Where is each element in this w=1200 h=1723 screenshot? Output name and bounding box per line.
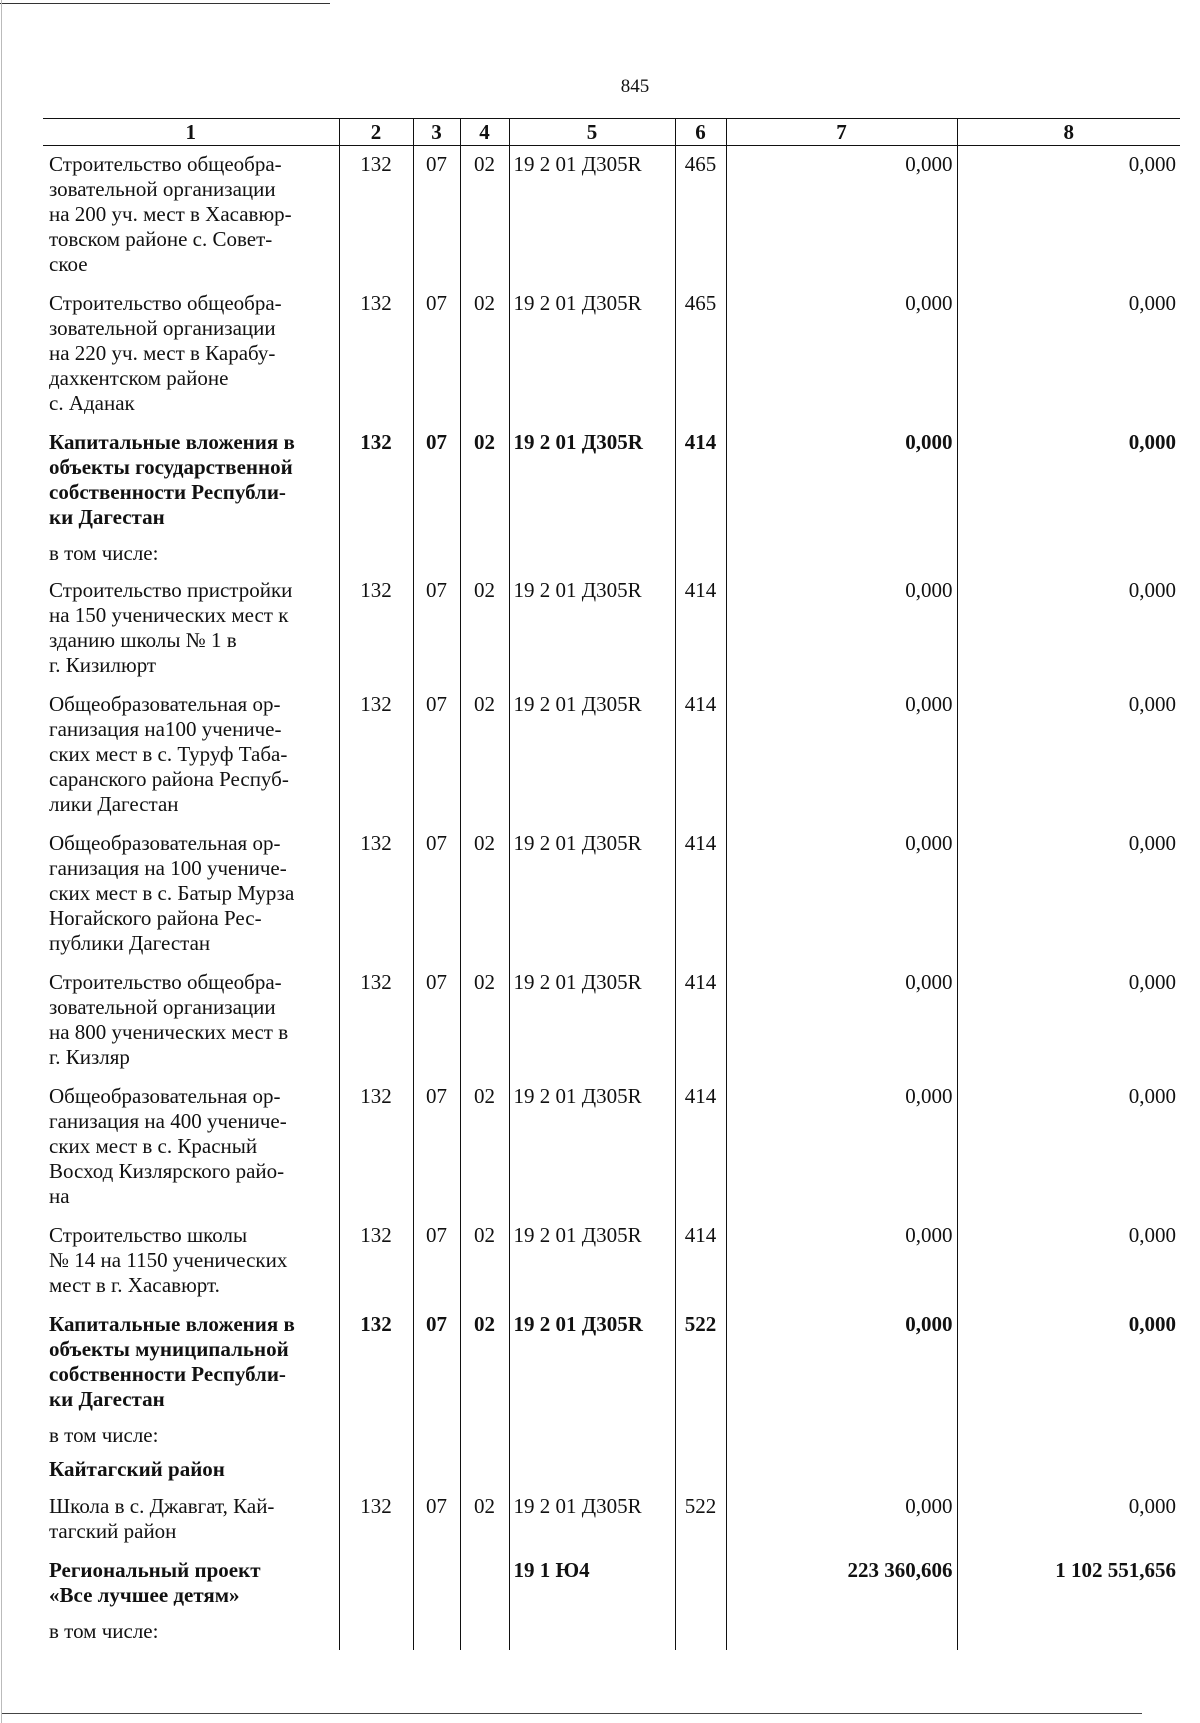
table-row [43,538,1180,572]
cell-c8: 0,000 [957,686,1180,825]
cell-c5: 19 2 01 Д305R [509,146,675,286]
cell-c2: 132 [339,1217,413,1306]
cell-c2: 132 [339,572,413,686]
cell-c7: 223 360,606 [726,1552,957,1616]
cell-c2: 132 [339,424,413,538]
cell-c3: 07 [413,825,460,964]
row-label: Строительство пристройки на 150 ученических мест к зданию школы № 1 в г. Кизилюрт [49,578,293,677]
cell-c6: 522 [675,1488,726,1552]
cell-c4: 02 [460,285,509,424]
header-cell: 6 [675,119,726,146]
cell-c6: 414 [675,1078,726,1217]
cell-c7: 0,000 [726,146,957,286]
cell-c8: 0,000 [957,825,1180,964]
cell-c2: 132 [339,825,413,964]
cell-c2: 132 [339,146,413,286]
table-row [43,686,1180,825]
cell-c8 [957,1616,1180,1650]
cell-c8: 0,000 [957,1306,1180,1420]
header-cell: 4 [460,119,509,146]
cell-c8: 0,000 [957,146,1180,286]
cell-c4: 02 [460,1078,509,1217]
cell-c4: 02 [460,825,509,964]
budget-table [43,118,1180,1650]
header-cell: 1 [43,119,339,146]
cell-c6: 465 [675,285,726,424]
cell-c3: 07 [413,1488,460,1552]
bottom-rule [2,1713,1142,1714]
cell-c8: 0,000 [957,1078,1180,1217]
cell-c6 [675,1616,726,1650]
cell-c3: 07 [413,285,460,424]
cell-c5: 19 2 01 Д305R [509,1217,675,1306]
table-row [43,1420,1180,1454]
cell-c7: 0,000 [726,424,957,538]
cell-c6: 522 [675,1306,726,1420]
header-cell: 5 [509,119,675,146]
cell-c3 [413,538,460,572]
cell-c5 [509,1616,675,1650]
cell-c4: 02 [460,1488,509,1552]
cell-c6: 414 [675,424,726,538]
table-body [43,146,1180,1651]
cell-c2 [339,1420,413,1454]
table-row [43,424,1180,538]
table-row [43,285,1180,424]
cell-c2: 132 [339,964,413,1078]
cell-c2: 132 [339,686,413,825]
cell-c7: 0,000 [726,964,957,1078]
cell-c4: 02 [460,964,509,1078]
cell-c4 [460,538,509,572]
cell-c3: 07 [413,424,460,538]
cell-c7: 0,000 [726,1306,957,1420]
cell-c7: 0,000 [726,1488,957,1552]
cell-c2: 132 [339,1078,413,1217]
table-row [43,1306,1180,1420]
cell-c5 [509,1454,675,1488]
cell-c8: 0,000 [957,424,1180,538]
cell-c3: 07 [413,1078,460,1217]
cell-c5 [509,538,675,572]
cell-c5: 19 2 01 Д305R [509,964,675,1078]
cell-c3: 07 [413,964,460,1078]
cell-c5: 19 2 01 Д305R [509,424,675,538]
cell-c5: 19 2 01 Д305R [509,285,675,424]
cell-c6: 414 [675,825,726,964]
cell-c7: 0,000 [726,1217,957,1306]
table-row [43,572,1180,686]
cell-c2 [339,1616,413,1650]
cell-c4: 02 [460,572,509,686]
cell-c5: 19 2 01 Д305R [509,1078,675,1217]
cell-c4: 02 [460,146,509,286]
cell-c8 [957,538,1180,572]
cell-c3: 07 [413,146,460,286]
header-cell: 3 [413,119,460,146]
cell-c4 [460,1616,509,1650]
row-label: Капитальные вложения в объекты муниципальной собственности Республи- ки Дагестан [49,1312,295,1411]
cell-c8: 0,000 [957,1217,1180,1306]
cell-c5 [509,1420,675,1454]
table-row [43,1552,1180,1616]
row-label: в том числе: [49,1619,159,1643]
header-cell: 8 [957,119,1180,146]
cell-c7: 0,000 [726,1078,957,1217]
cell-c3 [413,1616,460,1650]
cell-c4: 02 [460,1306,509,1420]
table-row [43,825,1180,964]
cell-c3 [413,1420,460,1454]
cell-c4: 02 [460,424,509,538]
cell-c3: 07 [413,572,460,686]
cell-c5: 19 1 Ю4 [509,1552,675,1616]
row-label: Общеобразовательная ор- ганизация на 400 учениче- ских мест в с. Красный Восход Кизлярского райо- на [49,1084,287,1208]
table-row [43,146,1180,286]
cell-c3 [413,1552,460,1616]
cell-c8: 0,000 [957,964,1180,1078]
cell-c5: 19 2 01 Д305R [509,825,675,964]
cell-c2: 132 [339,285,413,424]
top-rule [0,3,330,4]
table-row [43,1078,1180,1217]
cell-c2: 132 [339,1488,413,1552]
cell-c4: 02 [460,686,509,825]
row-label: Кайтагский район [49,1457,225,1481]
cell-c8: 0,000 [957,1488,1180,1552]
row-label: Строительство общеобра- зовательной организации на 220 уч. мест в Карабу- дахкентском районе с. Аданак [49,291,282,415]
cell-c5: 19 2 01 Д305R [509,1488,675,1552]
cell-c8 [957,1420,1180,1454]
cell-c2 [339,538,413,572]
row-label: Региональный проект «Все лучшее детям» [49,1558,261,1607]
cell-c6: 414 [675,572,726,686]
cell-c6: 414 [675,1217,726,1306]
cell-c5: 19 2 01 Д305R [509,686,675,825]
cell-c7 [726,1454,957,1488]
cell-c4 [460,1454,509,1488]
row-label: Строительство школы № 14 на 1150 ученических мест в г. Хасавюрт. [49,1223,288,1297]
cell-c2: 132 [339,1306,413,1420]
cell-c2 [339,1552,413,1616]
cell-c6: 414 [675,686,726,825]
cell-c6: 414 [675,964,726,1078]
cell-c6 [675,1454,726,1488]
cell-c4 [460,1420,509,1454]
cell-c6 [675,1552,726,1616]
scan-edge [1,0,2,1723]
cell-c8: 1 102 551,656 [957,1552,1180,1616]
cell-c3: 07 [413,1306,460,1420]
cell-c3: 07 [413,686,460,825]
cell-c5: 19 2 01 Д305R [509,572,675,686]
cell-c4: 02 [460,1217,509,1306]
row-label: Общеобразовательная ор- ганизация на100 учениче- ских мест в с. Туруф Таба- саранского района Респуб- лики Дагестан [49,692,289,816]
cell-c4 [460,1552,509,1616]
row-label: Строительство общеобра- зовательной организации на 800 ученических мест в г. Кизляр [49,970,289,1069]
cell-c6 [675,538,726,572]
cell-c8 [957,1454,1180,1488]
cell-c7: 0,000 [726,686,957,825]
row-label: Строительство общеобра- зовательной организации на 200 уч. мест в Хасавюр- товском районе с. Совет- ское [49,152,292,276]
table-row [43,1217,1180,1306]
page-number: 845 [620,76,650,97]
row-label: Общеобразовательная ор- ганизация на 100 учениче- ских мест в с. Батыр Мурза Ногайского района Рес- публики Дагестан [49,831,295,955]
row-label: Школа в с. Джавгат, Кай- тагский район [49,1494,275,1543]
cell-c3 [413,1454,460,1488]
cell-c6: 465 [675,146,726,286]
cell-c7 [726,538,957,572]
cell-c7 [726,1616,957,1650]
cell-c2 [339,1454,413,1488]
cell-c7: 0,000 [726,572,957,686]
cell-c7: 0,000 [726,825,957,964]
cell-c8: 0,000 [957,285,1180,424]
header-row [43,119,1180,146]
row-label: в том числе: [49,1423,159,1447]
header-cell: 2 [339,119,413,146]
table-row [43,964,1180,1078]
row-label: Капитальные вложения в объекты государственной собственности Республи- ки Дагестан [49,430,295,529]
cell-c7 [726,1420,957,1454]
cell-c8: 0,000 [957,572,1180,686]
table-row [43,1488,1180,1552]
cell-c7: 0,000 [726,285,957,424]
table-row [43,1616,1180,1650]
table-row [43,1454,1180,1488]
row-label: в том числе: [49,541,159,565]
cell-c6 [675,1420,726,1454]
cell-c5: 19 2 01 Д305R [509,1306,675,1420]
header-cell: 7 [726,119,957,146]
cell-c3: 07 [413,1217,460,1306]
